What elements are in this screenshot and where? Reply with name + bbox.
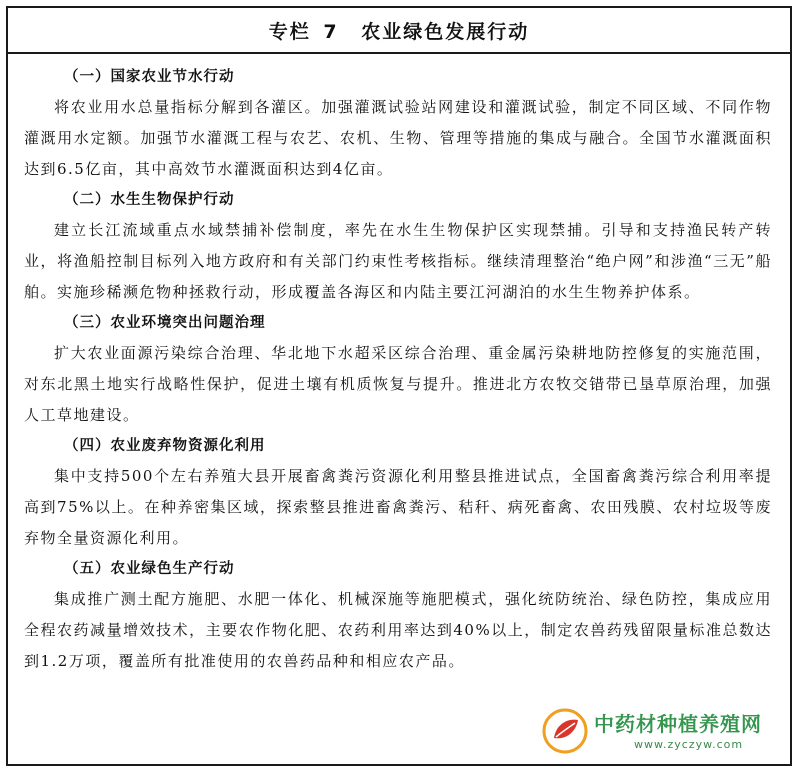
title-text: 农业绿色发展行动 [361,20,530,43]
feature-box [6,6,792,766]
section-heading-5: （五）农业绿色生产行动 [64,561,235,577]
leaf-circle-icon [542,708,588,754]
site-watermark [542,704,792,764]
section-heading-1: （一）国家农业节水行动 [64,69,235,85]
title-prefix: 专栏 [268,20,311,43]
section-body-1: 将农业用水总量指标分解到各灌区。加强灌溉试验站网建设和灌溉试验，制定不同区域、不同作物灌溉用水定额。加强节水灌溉工程与农艺、农机、生物、管理等措施的集成与融合。全国节水灌溉面积达到6.5亿亩，其中高效节水灌溉面积达到4亿亩。 [24,98,772,178]
section-heading-4: （四）农业废弃物资源化利用 [64,438,266,454]
watermark-text: 中药材种植养殖网 [594,712,762,736]
title-number: 7 [323,20,339,43]
section-heading-2: （二）水生生物保护行动 [64,192,235,208]
section-body-2: 建立长江流域重点水域禁捕补偿制度，率先在水生生物保护区实现禁捕。引导和支持渔民转产转业，将渔船控制目标列入地方政府和有关部门约束性考核指标。继续清理整治“绝户网”和涉渔“三无”船舶。实施珍稀濒危物种拯救行动，形成覆盖各海区和内陆主要江河湖泊的水生生物养护体系。 [24,221,772,301]
section-body-4: 集中支持500个左右养殖大县开展畜禽粪污资源化利用整县推进试点，全国畜禽粪污综合利用率提高到75%以上。在种养密集区域，探索整县推进畜禽粪污、秸秆、病死畜禽、农田残膜、农村垃圾等废弃物全量资源化利用。 [24,467,772,547]
section-heading-3: （三）农业环境突出问题治理 [64,315,266,331]
box-content [8,54,790,677]
watermark-url: www.zyczyw.com [634,738,744,751]
section-body-5: 集成推广测土配方施肥、水肥一体化、机械深施等施肥模式，强化统防统治、绿色防控，集成应用全程农药减量增效技术，主要农作物化肥、农药利用率达到40%以上，制定农兽药残留限量标准总数达到1.2万项，覆盖所有批准使用的农兽药品种和相应农产品。 [24,590,772,670]
title-bar [8,8,790,54]
section-body-3: 扩大农业面源污染综合治理、华北地下水超采区综合治理、重金属污染耕地防控修复的实施范围，对东北黑土地实行战略性保护，促进土壤有机质恢复与提升。推进北方农牧交错带已垦草原治理，加强人工草地建设。 [24,344,772,424]
box-title [269,17,530,44]
